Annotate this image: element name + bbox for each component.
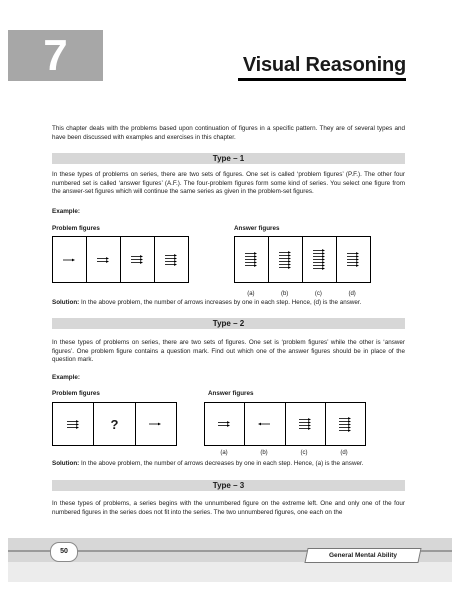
- solution-text: In the above problem, the number of arrows decreases by one in each step. Hence, (a) is the answer.: [81, 460, 364, 467]
- solution-label: Solution:: [52, 460, 80, 467]
- right-arrow-icon: [339, 426, 351, 429]
- right-arrow-icon: [339, 423, 351, 426]
- right-arrow-icon: [149, 423, 161, 426]
- option-label-a: (a): [247, 291, 255, 297]
- arrows-glyph: [217, 420, 232, 428]
- right-arrow-icon: [299, 421, 311, 424]
- chapter-title: Visual Reasoning: [242, 54, 406, 76]
- right-arrow-icon: [279, 257, 291, 260]
- type2-heading: Type – 2: [52, 318, 405, 329]
- title-underline: [238, 78, 406, 81]
- problem-figure-3: [135, 403, 176, 445]
- right-arrow-icon: [67, 423, 79, 426]
- right-arrow-icon: [67, 426, 79, 429]
- right-arrow-icon: [279, 254, 291, 257]
- right-arrow-icon: [347, 261, 359, 264]
- type1-solution: [52, 299, 432, 308]
- problem-figure-3: [120, 237, 154, 282]
- arrows-glyph: [338, 416, 353, 433]
- arrows-glyph: [130, 254, 145, 265]
- answer-figure-c: [302, 237, 336, 282]
- arrows-glyph: [244, 251, 259, 268]
- type2-option-labels: [204, 450, 364, 456]
- right-arrow-icon: [339, 420, 351, 423]
- type1-answer-figures: [234, 236, 371, 283]
- option-label-d: (d): [340, 450, 348, 456]
- right-arrow-icon: [299, 424, 311, 427]
- right-arrow-icon: [313, 261, 325, 264]
- right-arrow-icon: [63, 258, 75, 261]
- right-arrow-icon: [165, 257, 177, 260]
- problem-figure-2: [86, 237, 120, 282]
- arrows-glyph: [164, 253, 179, 267]
- right-arrow-icon: [245, 261, 257, 264]
- footer-book-title: General Mental Ability: [304, 548, 421, 563]
- type1-problem-figures: [52, 236, 189, 283]
- type1-problem-label: Problem figures: [52, 225, 100, 232]
- right-arrow-icon: [279, 263, 291, 266]
- option-label-c: (c): [300, 450, 308, 456]
- right-arrow-icon: [218, 421, 230, 424]
- right-arrow-icon: [347, 264, 359, 267]
- right-arrow-icon: [299, 418, 311, 421]
- right-arrow-icon: [299, 427, 311, 430]
- type2-solution: [52, 460, 432, 469]
- problem-figure-4: [154, 237, 188, 282]
- right-arrow-icon: [165, 260, 177, 263]
- arrows-glyph: [298, 417, 313, 431]
- arrows-glyph: [96, 256, 111, 264]
- right-arrow-icon: [245, 255, 257, 258]
- type2-problem-figures: [52, 402, 177, 446]
- right-arrow-icon: [218, 424, 230, 427]
- right-arrow-icon: [347, 255, 359, 258]
- type1-paragraph: In these types of problems on series, there are two sets of figures. One set is called ‘problem figures’ (P.F.). The other four numbered set is called ‘answer figures’ (A.F.). The four-problem figures form some kind of series. You select one figure from the answer-set figures which will continue the same series as given in the problem-set figures.: [52, 171, 405, 196]
- type1-answer-label: Answer figures: [234, 225, 280, 232]
- problem-figure-1: [53, 237, 86, 282]
- solution-text: In the above problem, the number of arrows increases by one in each step. Hence, (d) is the answer.: [81, 299, 362, 306]
- right-arrow-icon: [313, 267, 325, 270]
- right-arrow-icon: [245, 258, 257, 261]
- intro-paragraph: This chapter deals with the problems based upon continuation of figures in a specific pattern. They are of several types and have been discussed with examples and exercises in this chapter.: [52, 125, 405, 141]
- problem-figure-question: [93, 403, 134, 445]
- type2-answer-label: Answer figures: [208, 390, 254, 397]
- option-label-b: (b): [260, 450, 268, 456]
- right-arrow-icon: [339, 429, 351, 432]
- type2-paragraph: In these types of problems on series, there are two sets of figures. One set is ‘problem figures’ while the other is ‘answer figures’. One problem figure contains a question mark. Find out which one of the answer figures should be in place of the question mark.: [52, 339, 405, 364]
- right-arrow-icon: [97, 257, 109, 260]
- right-arrow-icon: [245, 252, 257, 255]
- solution-label: Solution:: [52, 299, 80, 306]
- right-arrow-icon: [97, 260, 109, 263]
- chapter-number: 7: [8, 30, 103, 81]
- arrows-glyph: [278, 250, 293, 270]
- right-arrow-icon: [279, 260, 291, 263]
- arrows-glyph: [66, 419, 81, 430]
- type1-example-label: Example:: [52, 208, 80, 215]
- type1-option-labels: [234, 291, 369, 297]
- right-arrow-icon: [279, 266, 291, 269]
- type3-heading: Type – 3: [52, 480, 405, 491]
- arrows-glyph: [148, 421, 163, 427]
- option-label-d: (d): [348, 291, 356, 297]
- right-arrow-icon: [165, 263, 177, 266]
- right-arrow-icon: [313, 255, 325, 258]
- type2-problem-label: Problem figures: [52, 390, 100, 397]
- type2-example-label: Example:: [52, 374, 80, 381]
- right-arrow-icon: [279, 251, 291, 254]
- option-label-b: (b): [280, 291, 289, 297]
- answer-figure-c: [285, 403, 325, 445]
- right-arrow-icon: [347, 258, 359, 261]
- arrows-glyph: [346, 251, 361, 268]
- left-arrow-icon: [258, 423, 270, 426]
- arrows-glyph: [62, 257, 77, 263]
- right-arrow-icon: [339, 417, 351, 420]
- answer-figure-d: [336, 237, 370, 282]
- right-arrow-icon: [165, 254, 177, 257]
- right-arrow-icon: [313, 249, 325, 252]
- option-label-c: (c): [314, 291, 322, 297]
- type2-answer-figures: [204, 402, 366, 446]
- right-arrow-icon: [131, 261, 143, 264]
- answer-figure-b: [268, 237, 302, 282]
- right-arrow-icon: [131, 258, 143, 261]
- answer-figure-a: [235, 237, 268, 282]
- type1-heading: Type – 1: [52, 153, 405, 164]
- right-arrow-icon: [313, 252, 325, 255]
- right-arrow-icon: [347, 252, 359, 255]
- arrows-glyph: [257, 421, 272, 427]
- type3-paragraph: In these types of problems, a series begins with the unnumbered figure on the extreme left. One and only one of the four numbered figures in the series does not fit into the series. The two unnumbered figures, one each on the: [52, 500, 405, 516]
- problem-figure-1: [53, 403, 93, 445]
- right-arrow-icon: [67, 420, 79, 423]
- answer-figure-b: [244, 403, 284, 445]
- answer-figure-d: [325, 403, 365, 445]
- bottom-strip: [8, 562, 452, 582]
- question-mark: ?: [110, 416, 119, 432]
- page-number: 50: [50, 542, 78, 562]
- right-arrow-icon: [245, 264, 257, 267]
- right-arrow-icon: [313, 264, 325, 267]
- option-label-a: (a): [220, 450, 228, 456]
- right-arrow-icon: [313, 258, 325, 261]
- answer-figure-a: [205, 403, 244, 445]
- right-arrow-icon: [131, 255, 143, 258]
- arrows-glyph: [312, 248, 327, 271]
